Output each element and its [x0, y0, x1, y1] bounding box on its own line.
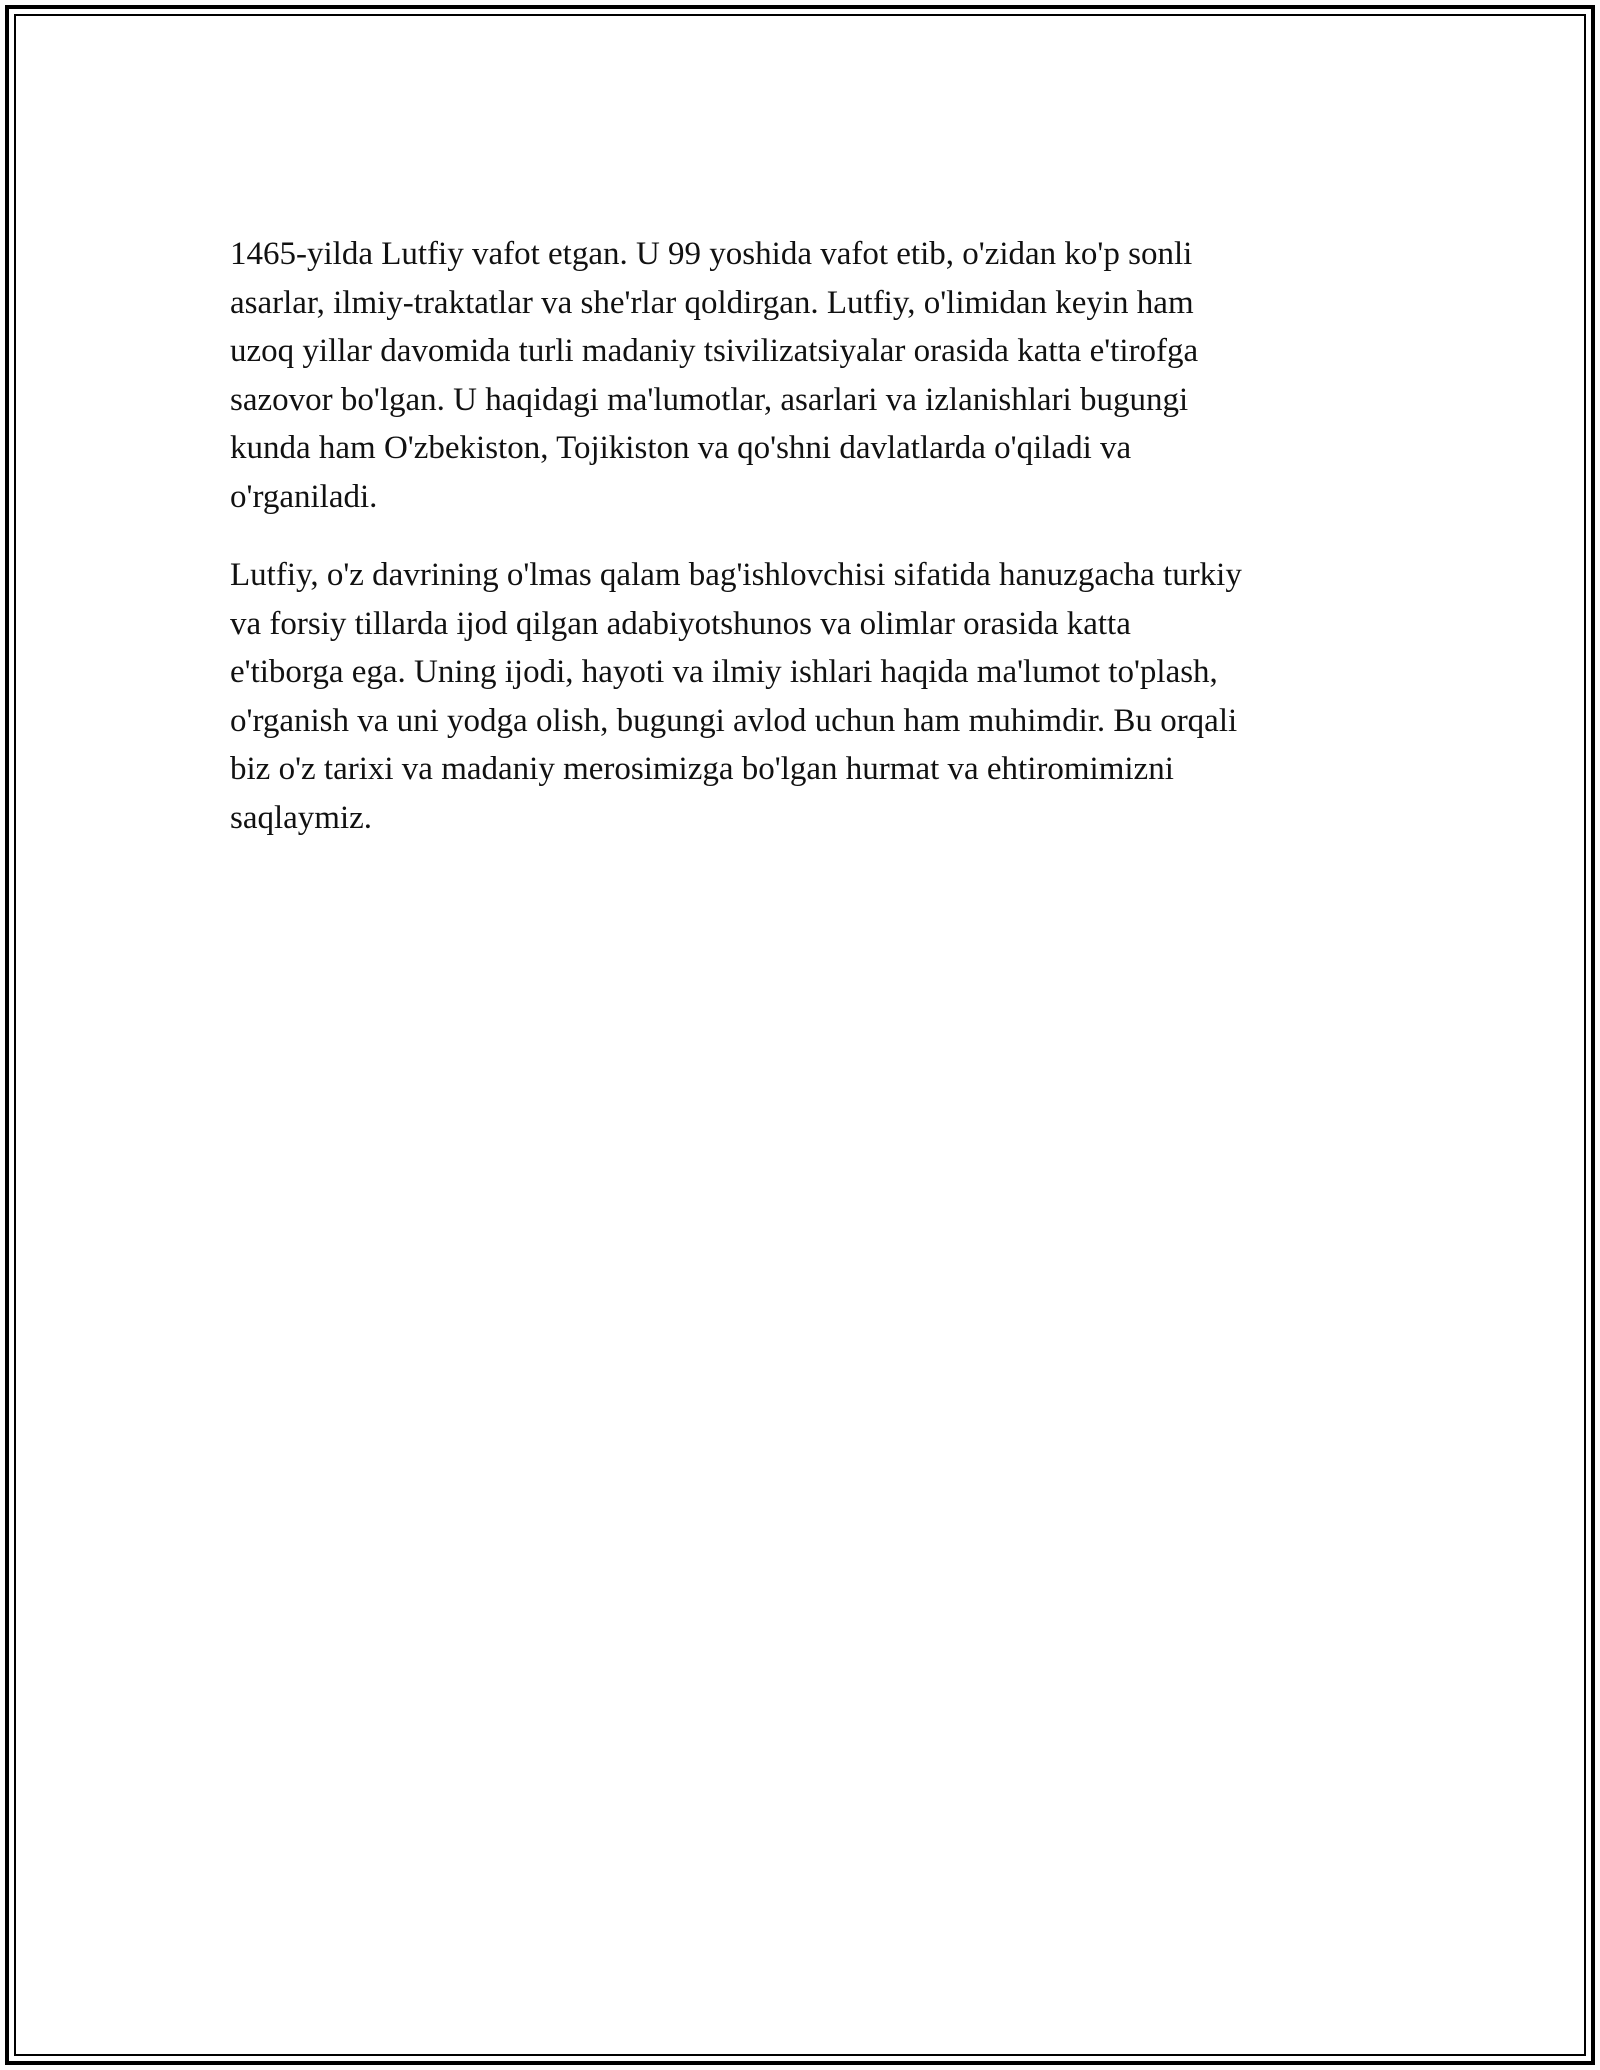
paragraph-1: 1465-yilda Lutfiy vafot etgan. U 99 yoshida vafot etib, o'zidan ko'p sonli asarlar, ilmiy-traktatlar va she'rlar qoldirgan. Lutfiy, o'limidan keyin ham uzoq yillar davomida turli madaniy tsivilizatsiyalar orasida katta e'tirofga sazovor bo'lgan. U haqidagi ma'lumotlar, asarlari va izlanishlari bugungi kunda ham O'zbekiston, Tojikiston va qo'shni davlatlarda o'qiladi va o'rganiladi. [230, 236, 1199, 515]
document-body [230, 230, 1390, 872]
paragraph-2: Lutfiy, o'z davrining o'lmas qalam bag'ishlovchisi sifatida hanuzgacha turkiy va forsiy tillarda ijod qilgan adabiyotshunos va olimlar orasida katta e'tiborga ega. Uning ijodi, hayoti va ilmiy ishlari haqida ma'lumot to'plash, o'rganish va uni yodga olish, bugungi avlod uchun ham muhimdir. Bu orqali biz o'z tarixi va madaniy merosimizga bo'lgan hurmat va ehtiromimizni saqlaymiz. [230, 557, 1242, 836]
